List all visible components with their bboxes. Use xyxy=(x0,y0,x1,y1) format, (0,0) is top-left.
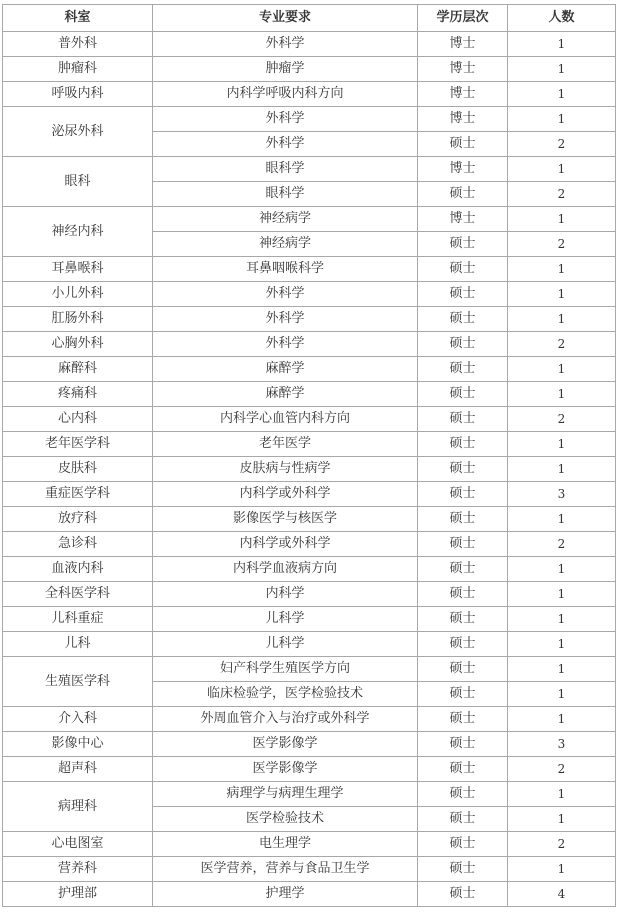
table-row xyxy=(3,32,616,57)
department-cell: 急诊科 xyxy=(3,532,153,557)
major-cell: 外科学 xyxy=(153,307,418,332)
department-cell: 影像中心 xyxy=(3,732,153,757)
table-row xyxy=(3,857,616,882)
count-cell: 2 xyxy=(508,407,616,432)
department-cell: 儿科重症 xyxy=(3,607,153,632)
major-cell: 肿瘤学 xyxy=(153,57,418,82)
department-cell: 血液内科 xyxy=(3,557,153,582)
table-row xyxy=(3,632,616,657)
header-row xyxy=(3,5,616,32)
recruitment-table xyxy=(2,4,616,907)
degree-cell: 硕士 xyxy=(418,407,508,432)
degree-cell: 硕士 xyxy=(418,182,508,207)
table-row xyxy=(3,582,616,607)
degree-cell: 博士 xyxy=(418,32,508,57)
major-cell: 皮肤病与性病学 xyxy=(153,457,418,482)
department-cell: 全科医学科 xyxy=(3,582,153,607)
major-cell: 麻醉学 xyxy=(153,382,418,407)
degree-cell: 硕士 xyxy=(418,357,508,382)
department-cell: 介入科 xyxy=(3,707,153,732)
department-cell: 泌尿外科 xyxy=(3,107,153,157)
header-major: 专业要求 xyxy=(153,5,418,32)
count-cell: 1 xyxy=(508,707,616,732)
degree-cell: 硕士 xyxy=(418,657,508,682)
department-cell: 耳鼻喉科 xyxy=(3,257,153,282)
department-cell: 生殖医学科 xyxy=(3,657,153,707)
department-cell: 营养科 xyxy=(3,857,153,882)
degree-cell: 硕士 xyxy=(418,807,508,832)
department-cell: 病理科 xyxy=(3,782,153,832)
department-cell: 皮肤科 xyxy=(3,457,153,482)
table-header xyxy=(3,5,616,32)
degree-cell: 硕士 xyxy=(418,557,508,582)
count-cell: 2 xyxy=(508,132,616,157)
degree-cell: 硕士 xyxy=(418,282,508,307)
major-cell: 护理学 xyxy=(153,882,418,907)
degree-cell: 硕士 xyxy=(418,532,508,557)
department-cell: 护理部 xyxy=(3,882,153,907)
major-cell: 神经病学 xyxy=(153,232,418,257)
table-row xyxy=(3,82,616,107)
degree-cell: 博士 xyxy=(418,57,508,82)
degree-cell: 硕士 xyxy=(418,582,508,607)
degree-cell: 硕士 xyxy=(418,682,508,707)
table-row xyxy=(3,607,616,632)
major-cell: 医学营养，营养与食品卫生学 xyxy=(153,857,418,882)
count-cell: 1 xyxy=(508,32,616,57)
table-row xyxy=(3,532,616,557)
table-row xyxy=(3,357,616,382)
major-cell: 内科学或外科学 xyxy=(153,482,418,507)
table-row xyxy=(3,832,616,857)
major-cell: 医学检验技术 xyxy=(153,807,418,832)
department-cell: 眼科 xyxy=(3,157,153,207)
degree-cell: 硕士 xyxy=(418,607,508,632)
department-cell: 小儿外科 xyxy=(3,282,153,307)
table-row xyxy=(3,482,616,507)
count-cell: 1 xyxy=(508,857,616,882)
degree-cell: 硕士 xyxy=(418,507,508,532)
table-row xyxy=(3,332,616,357)
count-cell: 1 xyxy=(508,432,616,457)
degree-cell: 硕士 xyxy=(418,232,508,257)
department-cell: 心内科 xyxy=(3,407,153,432)
department-cell: 麻醉科 xyxy=(3,357,153,382)
degree-cell: 硕士 xyxy=(418,857,508,882)
department-cell: 呼吸内科 xyxy=(3,82,153,107)
table-row xyxy=(3,282,616,307)
department-cell: 普外科 xyxy=(3,32,153,57)
count-cell: 2 xyxy=(508,332,616,357)
degree-cell: 硕士 xyxy=(418,432,508,457)
count-cell: 1 xyxy=(508,357,616,382)
major-cell: 老年医学 xyxy=(153,432,418,457)
major-cell: 医学影像学 xyxy=(153,757,418,782)
degree-cell: 硕士 xyxy=(418,482,508,507)
count-cell: 1 xyxy=(508,657,616,682)
count-cell: 1 xyxy=(508,582,616,607)
department-cell: 心胸外科 xyxy=(3,332,153,357)
department-cell: 疼痛科 xyxy=(3,382,153,407)
count-cell: 1 xyxy=(508,782,616,807)
table-row xyxy=(3,307,616,332)
count-cell: 1 xyxy=(508,607,616,632)
count-cell: 1 xyxy=(508,107,616,132)
major-cell: 眼科学 xyxy=(153,182,418,207)
degree-cell: 硕士 xyxy=(418,882,508,907)
major-cell: 内科学呼吸内科方向 xyxy=(153,82,418,107)
count-cell: 1 xyxy=(508,457,616,482)
count-cell: 1 xyxy=(508,257,616,282)
table-row xyxy=(3,657,616,682)
table-row xyxy=(3,707,616,732)
header-department: 科室 xyxy=(3,5,153,32)
count-cell: 1 xyxy=(508,807,616,832)
degree-cell: 硕士 xyxy=(418,257,508,282)
count-cell: 4 xyxy=(508,882,616,907)
count-cell: 2 xyxy=(508,232,616,257)
degree-cell: 硕士 xyxy=(418,782,508,807)
table-row xyxy=(3,207,616,232)
degree-cell: 博士 xyxy=(418,82,508,107)
count-cell: 2 xyxy=(508,832,616,857)
table-row xyxy=(3,382,616,407)
major-cell: 外科学 xyxy=(153,107,418,132)
department-cell: 儿科 xyxy=(3,632,153,657)
degree-cell: 硕士 xyxy=(418,707,508,732)
count-cell: 1 xyxy=(508,507,616,532)
major-cell: 外科学 xyxy=(153,132,418,157)
major-cell: 影像医学与核医学 xyxy=(153,507,418,532)
major-cell: 医学影像学 xyxy=(153,732,418,757)
department-cell: 肿瘤科 xyxy=(3,57,153,82)
major-cell: 外科学 xyxy=(153,282,418,307)
table-body xyxy=(3,32,616,907)
degree-cell: 博士 xyxy=(418,107,508,132)
degree-cell: 硕士 xyxy=(418,757,508,782)
table-row xyxy=(3,457,616,482)
table-row xyxy=(3,57,616,82)
table-row xyxy=(3,407,616,432)
degree-cell: 硕士 xyxy=(418,307,508,332)
department-cell: 放疗科 xyxy=(3,507,153,532)
degree-cell: 硕士 xyxy=(418,332,508,357)
major-cell: 麻醉学 xyxy=(153,357,418,382)
degree-cell: 硕士 xyxy=(418,732,508,757)
major-cell: 耳鼻咽喉科学 xyxy=(153,257,418,282)
count-cell: 1 xyxy=(508,382,616,407)
count-cell: 1 xyxy=(508,207,616,232)
table-row xyxy=(3,157,616,182)
count-cell: 3 xyxy=(508,482,616,507)
department-cell: 超声科 xyxy=(3,757,153,782)
major-cell: 妇产科学生殖医学方向 xyxy=(153,657,418,682)
count-cell: 1 xyxy=(508,682,616,707)
header-count: 人数 xyxy=(508,5,616,32)
count-cell: 1 xyxy=(508,57,616,82)
degree-cell: 博士 xyxy=(418,207,508,232)
major-cell: 外科学 xyxy=(153,32,418,57)
table-row xyxy=(3,732,616,757)
count-cell: 1 xyxy=(508,632,616,657)
department-cell: 心电图室 xyxy=(3,832,153,857)
table-row xyxy=(3,557,616,582)
count-cell: 1 xyxy=(508,282,616,307)
table-row xyxy=(3,882,616,907)
department-cell: 老年医学科 xyxy=(3,432,153,457)
department-cell: 重症医学科 xyxy=(3,482,153,507)
degree-cell: 硕士 xyxy=(418,832,508,857)
degree-cell: 硕士 xyxy=(418,457,508,482)
count-cell: 3 xyxy=(508,732,616,757)
count-cell: 1 xyxy=(508,307,616,332)
count-cell: 1 xyxy=(508,157,616,182)
major-cell: 内科学或外科学 xyxy=(153,532,418,557)
table-row xyxy=(3,782,616,807)
count-cell: 2 xyxy=(508,182,616,207)
degree-cell: 硕士 xyxy=(418,382,508,407)
department-cell: 肛肠外科 xyxy=(3,307,153,332)
degree-cell: 博士 xyxy=(418,157,508,182)
count-cell: 1 xyxy=(508,557,616,582)
major-cell: 内科学 xyxy=(153,582,418,607)
table-row xyxy=(3,757,616,782)
table-row xyxy=(3,507,616,532)
major-cell: 儿科学 xyxy=(153,607,418,632)
major-cell: 临床检验学，医学检验技术 xyxy=(153,682,418,707)
major-cell: 眼科学 xyxy=(153,157,418,182)
count-cell: 2 xyxy=(508,757,616,782)
table-row xyxy=(3,257,616,282)
table-row xyxy=(3,432,616,457)
major-cell: 神经病学 xyxy=(153,207,418,232)
major-cell: 电生理学 xyxy=(153,832,418,857)
major-cell: 内科学血液病方向 xyxy=(153,557,418,582)
major-cell: 外科学 xyxy=(153,332,418,357)
header-degree: 学历层次 xyxy=(418,5,508,32)
major-cell: 病理学与病理生理学 xyxy=(153,782,418,807)
major-cell: 内科学心血管内科方向 xyxy=(153,407,418,432)
table-row xyxy=(3,107,616,132)
major-cell: 外周血管介入与治疗或外科学 xyxy=(153,707,418,732)
major-cell: 儿科学 xyxy=(153,632,418,657)
department-cell: 神经内科 xyxy=(3,207,153,257)
count-cell: 1 xyxy=(508,82,616,107)
degree-cell: 硕士 xyxy=(418,632,508,657)
degree-cell: 硕士 xyxy=(418,132,508,157)
count-cell: 2 xyxy=(508,532,616,557)
